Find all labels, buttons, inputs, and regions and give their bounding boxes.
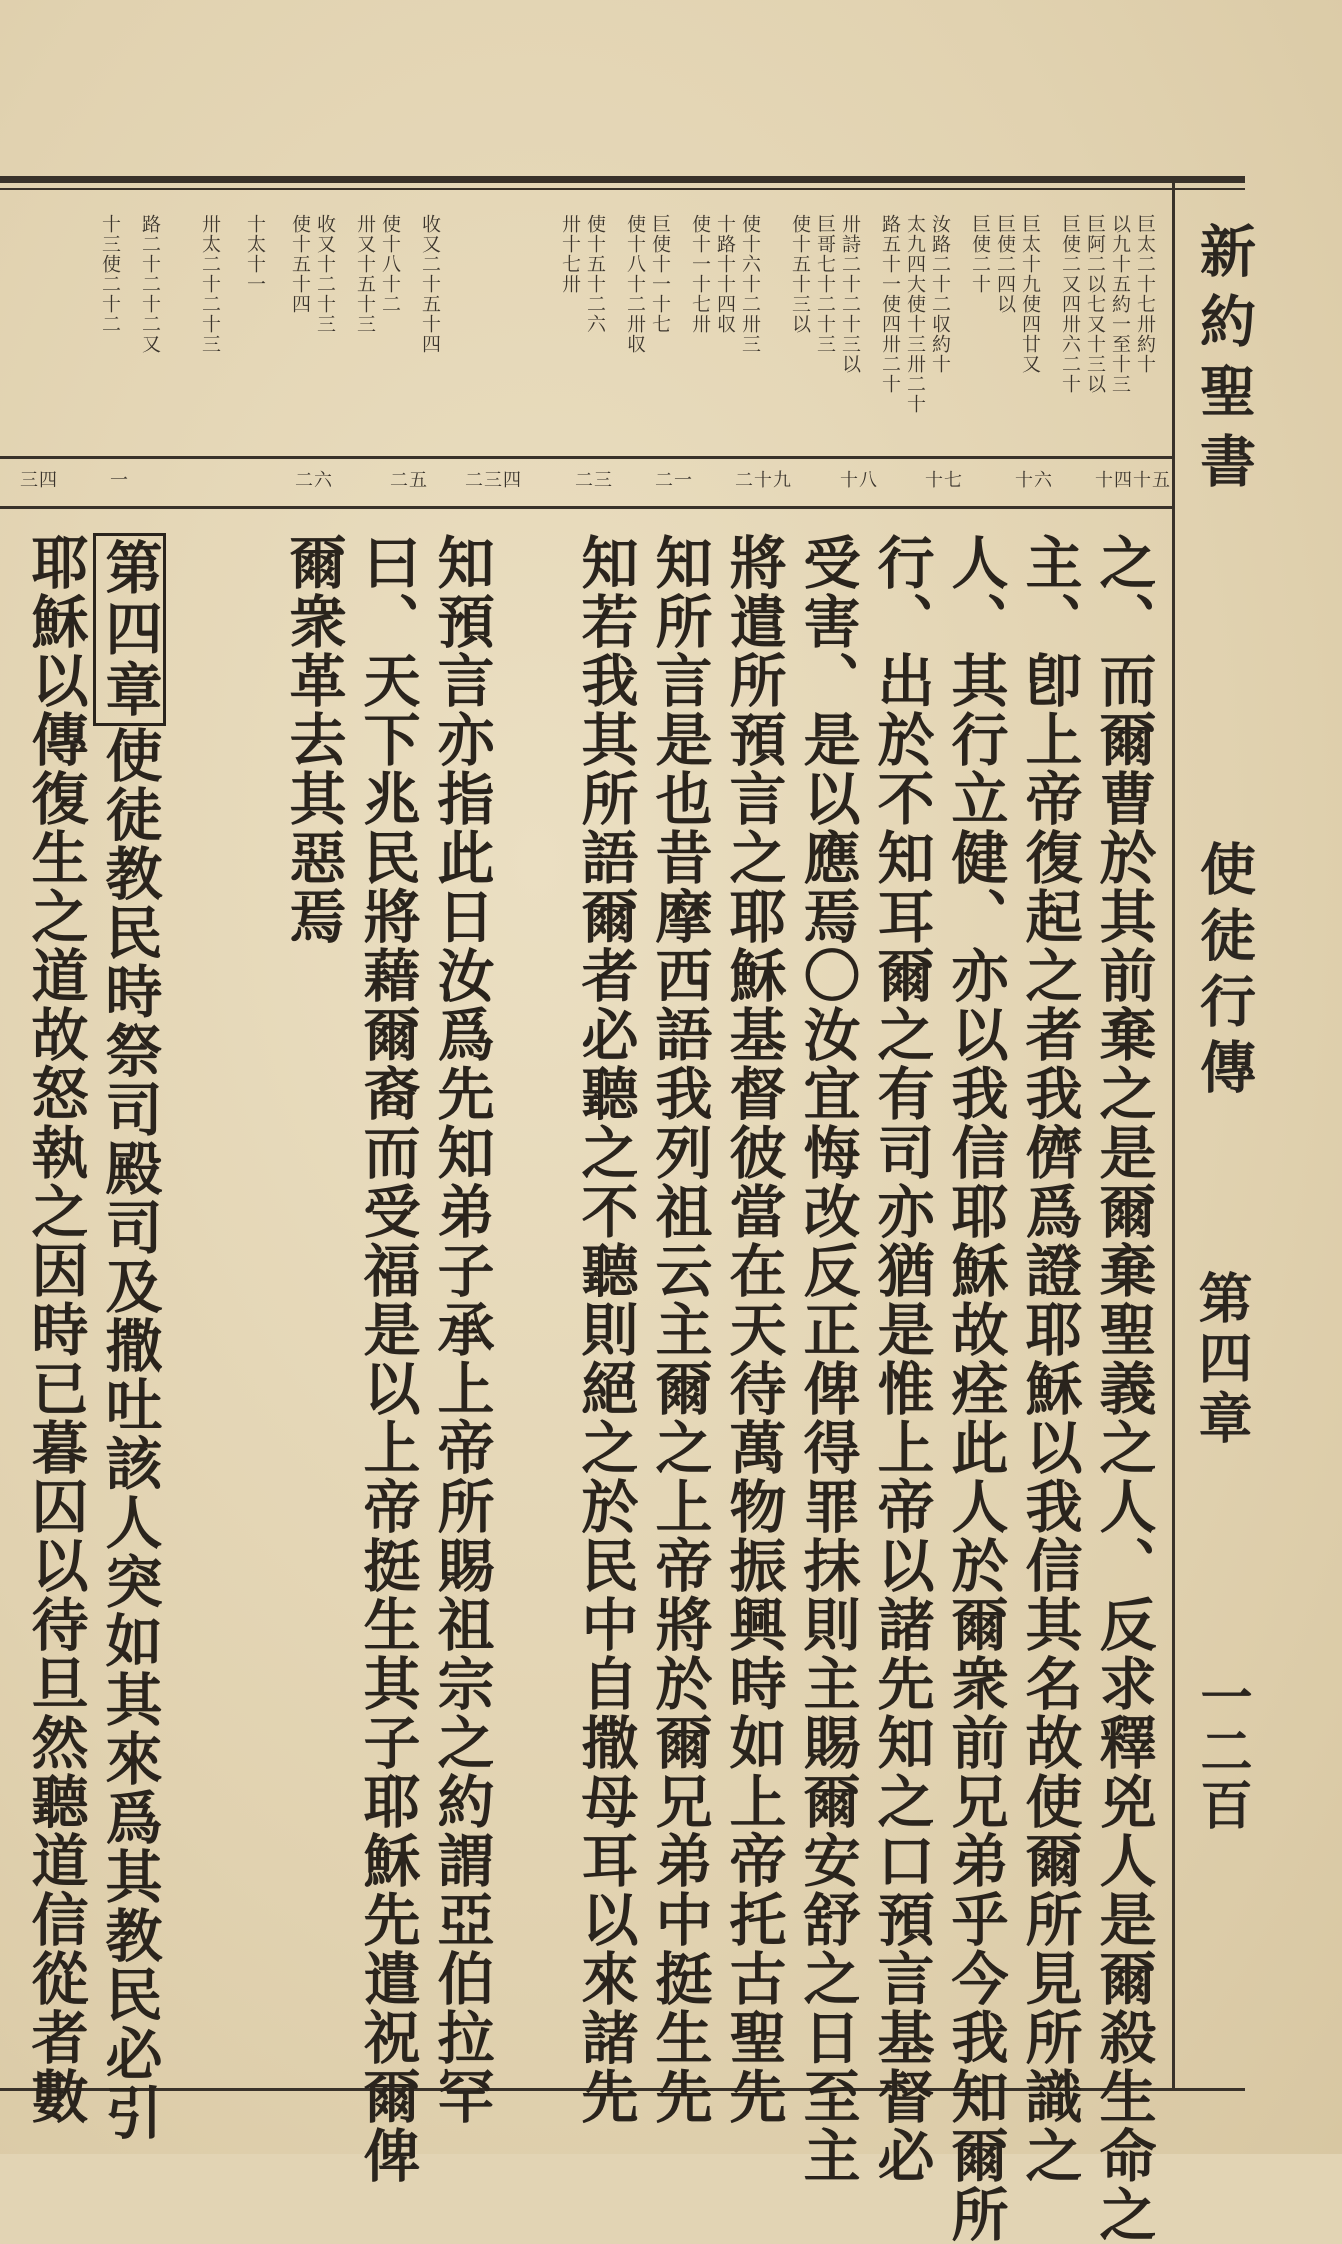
note-entry: 路二十二十二又: [139, 214, 161, 354]
note-entry: 十太十一: [244, 214, 266, 294]
note-number: 二一: [655, 470, 693, 491]
text-column: 曰、天下兆民將藉爾裔而受福是以上帝挺生其子耶穌先遣祝爾俾: [354, 533, 421, 2185]
note-number: 二五: [390, 470, 428, 491]
note-entry: 巨使二十: [969, 214, 991, 294]
note-entry: 巨使十一十七: [649, 214, 671, 334]
text-column: 人、其行立健、亦以我信耶穌故痊此人於爾衆前兄弟乎今我知爾所: [942, 533, 1009, 2244]
note-number: 二三四: [465, 470, 522, 491]
note-number-band: [0, 462, 1172, 502]
note-entry: 收又十二十三: [314, 214, 336, 334]
chapter-text: 使徒教民時祭司殿司及撒吐該人突如其來爲其教民必引: [96, 726, 163, 2142]
note-entry: 使十一十七卅: [689, 214, 711, 334]
note-entry: 十路十十四収: [714, 214, 736, 334]
note-number: 三四: [20, 470, 58, 491]
text-column: 耶穌以傳復生之道故怒執之因時已暮囚以待旦然聽道信從者數: [22, 533, 89, 2126]
note-entry: 使十五十四: [289, 214, 311, 314]
page-number: 一二百: [1191, 1670, 1252, 1832]
note-entry: 路五十一使四卅二十: [879, 214, 901, 394]
note-entry: 太九四大使十三卅二十: [904, 214, 926, 414]
note-entry: 巨阿二以七又十三以: [1084, 214, 1106, 394]
note-entry: 卅太二十二十三: [199, 214, 221, 354]
note-entry: 以九十五約一至十三: [1109, 214, 1131, 394]
note-entry: 使十八十二卅収: [624, 214, 646, 354]
text-column: 將遣所預言之耶穌基督彼當在天待萬物振興時如上帝托古聖先: [720, 533, 787, 2126]
text-column: 之、而爾曹於其前棄之是爾棄聖義之人、反求釋兇人是爾殺生命之: [1090, 533, 1157, 2244]
text-column: 知預言亦指此日汝爲先知弟子承上帝所賜祖宗之約謂亞伯拉罕: [428, 533, 495, 2126]
text-column: 主、卽上帝復起之者我儕爲證耶穌以我信其名故使爾所見所識之: [1016, 533, 1083, 2185]
text-column: 行、出於不知耳爾之有司亦猶是惟上帝以諸先知之口預言基督必: [868, 533, 935, 2185]
note-number: 十八: [840, 470, 878, 491]
text-column: 受害、是以應焉〇汝宜悔改反正俾得罪抹則主賜爾安舒之日至主: [794, 533, 861, 2185]
note-entry: 巨使二四以: [994, 214, 1016, 314]
note-number: 一: [110, 470, 129, 491]
text-column: 知若我其所語爾者必聽之不聽則絕之於民中自撒母耳以來諸先: [572, 533, 639, 2126]
note-entry: 使十八十二: [379, 214, 401, 314]
note-number: 二三: [575, 470, 613, 491]
note-entry: 卅又十五十三: [354, 214, 376, 334]
note-entry: 十三使二十二: [99, 214, 121, 334]
chapter-four-first-column: [96, 533, 162, 2142]
note-entry: 巨太二十七卅約十: [1134, 214, 1156, 374]
note-entry: 巨太十九使四廿又: [1019, 214, 1041, 374]
main-text: [0, 515, 1172, 2244]
top-rule-thin: [0, 188, 1245, 190]
note-number: 十七: [925, 470, 963, 491]
note-number: 二六: [295, 470, 333, 491]
section-title: 使徒行傳: [1191, 840, 1257, 1104]
note-entry: 卅十七卅: [559, 214, 581, 294]
chapter-label: 第四章: [1190, 1270, 1254, 1450]
note-entry: 使十六十二卅三: [739, 214, 761, 354]
top-rule: [0, 176, 1245, 183]
note-number: 二十九: [735, 470, 792, 491]
note-entry: 卅詩二十二十三以: [839, 214, 861, 374]
notes-divider: [0, 456, 1172, 459]
note-number: 十四十五: [1095, 470, 1171, 491]
note-entry: 使十五十二六: [584, 214, 606, 334]
main-text-divider: [0, 506, 1172, 509]
note-entry: 使十五十三以: [789, 214, 811, 334]
note-entry: 巨使二又四卅六二十: [1059, 214, 1081, 394]
text-column: 爾衆革去其惡焉: [280, 533, 347, 946]
text-column: 知所言是也昔摩西語我列祖云主爾之上帝將於爾兄弟中挺生先: [646, 533, 713, 2126]
chapter-heading: 第四章: [93, 533, 166, 726]
header-divider: [1172, 176, 1175, 2091]
note-entry: 收又二十五十四: [419, 214, 441, 354]
book-title: 新約聖書: [1191, 222, 1257, 502]
running-header: [1180, 200, 1257, 2080]
note-number: 十六: [1015, 470, 1053, 491]
note-entry: 巨哥七十二十三: [814, 214, 836, 354]
cross-reference-notes: [0, 192, 1172, 457]
note-entry: 汝路二十二収約十: [929, 214, 951, 374]
